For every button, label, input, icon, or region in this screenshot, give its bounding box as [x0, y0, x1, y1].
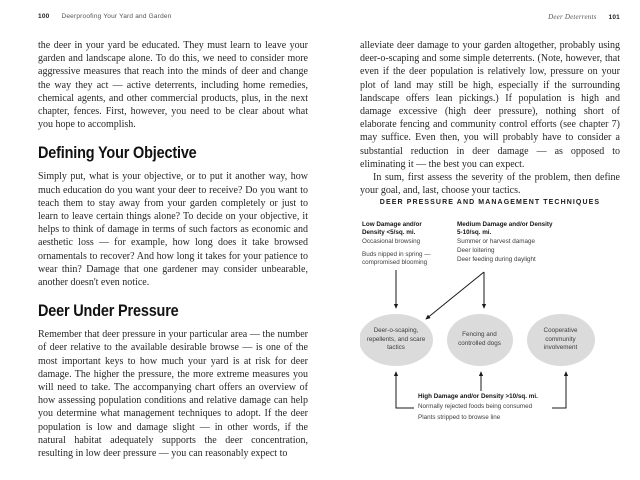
right-text-column — [360, 39, 620, 197]
label-high-damage-heading: High Damage and/or Density >10/sq. mi. — [418, 393, 538, 400]
arrow-high-to-tactics — [396, 372, 414, 408]
label-medium-damage-heading: Medium Damage and/or Density 5-10/sq. mi. — [457, 221, 553, 236]
label-low-damage-heading: Low Damage and/or Density <5/sq. mi. — [362, 221, 422, 236]
label-high-damage — [418, 393, 568, 422]
section-heading-deer-under-pressure: Deer Under Pressure — [38, 301, 179, 321]
deer-pressure-diagram — [360, 218, 620, 433]
body-paragraph: the deer in your yard be educated. They must learn to leave your garden and landscape alone. To do this, we need to consider more aggressive measures that reach into the minds of deer and change the way they act — active deterrents, including home remedies, chemical agents, and other commercial products, plus, in the next chapter, fences. First, however, you need to be clear about what you hope to accomplish. — [38, 40, 308, 131]
right-running-header — [360, 13, 620, 21]
body-paragraph: alleviate deer damage to your garden altogether, probably using deer-o-scaping and some simple deterrents. (Note, however, that even if the deer population is relatively low, pressure on your plot of land may still be high, especially if the surrounding landscape offers lean pickings.) If population is high and damage excessive (high deer pressure), nothing short of elaborate fencing and community control efforts (see chapter 7) may suffice. Even then, you will probably have to consider a substantial reduction in deer damage — as opposed to eliminating it — the best you can expect. — [360, 40, 620, 170]
left-page — [38, 0, 308, 480]
label-low-damage-item: Occasional browsing — [362, 238, 421, 246]
ellipse-label-deer-o-scaping: Deer-o-scaping, repellents, and scare tactics — [366, 327, 426, 352]
label-medium-damage-item: Summer or harvest damage — [457, 238, 536, 246]
label-high-damage-item: Plants stripped to browse line — [418, 413, 501, 421]
label-low-damage-item: Buds nipped in spring — compromised blooming — [362, 251, 431, 267]
section-heading-defining-your-objective: Defining Your Objective — [38, 143, 197, 163]
diagram-title: DEER PRESSURE AND MANAGEMENT TECHNIQUES — [379, 199, 601, 206]
label-high-damage-item: Normally rejected foods being consumed — [418, 403, 533, 411]
arrow-medium-to-tactics — [426, 272, 484, 319]
right-running-title: Deer Deterrents — [548, 13, 597, 21]
body-paragraph: Remember that deer pressure in your particular area — the number of deer relative to the available desirable browse — is one of the most important keys to how much your yard is at risk for deer damage. The higher the pressure, the more extreme measures you will need to take. The accompanying chart offers an overview of how assessing population conditions and relative damage can help you determine what management techniques to adopt. If the deer population is low and damage slight — in other words, if the natural habitat adequately supports the deer concentration, resulting in low deer pressure — you can reasonably expect to — [38, 329, 308, 460]
left-running-title: Deerproofing Your Yard and Garden — [61, 13, 172, 20]
label-medium-damage — [457, 221, 553, 264]
ellipse-label-fencing: Fencing and controlled dogs — [458, 331, 501, 347]
label-low-damage — [362, 221, 442, 267]
left-text-column — [38, 39, 308, 460]
right-page — [360, 0, 620, 480]
label-medium-damage-item: Deer loitering — [457, 247, 495, 255]
left-page-number: 100 — [38, 13, 50, 20]
left-running-header — [38, 13, 308, 20]
ellipse-label-community: Cooperative community involvement — [543, 327, 578, 352]
right-page-number: 101 — [608, 14, 620, 21]
label-medium-damage-item: Deer feeding during daylight — [457, 256, 536, 264]
body-paragraph: Simply put, what is your objective, or to put it another way, how much education do you want your deer to receive? Do you want to teach them to stay away from your garden completely or just to learn to leave certain things alone? To decide on your objective, it helps to think of damage in terms of such factors as economic and aesthetic loss — for example, how long does it take browsed ornamentals to recover? And how long it takes for your patience to wear thin? Damage that one gardener may consider unbearable, another doesn't even notice. — [38, 171, 308, 289]
body-paragraph: In sum, first assess the severity of the problem, then define your goal, and, last, choose your tactics. — [360, 172, 620, 197]
